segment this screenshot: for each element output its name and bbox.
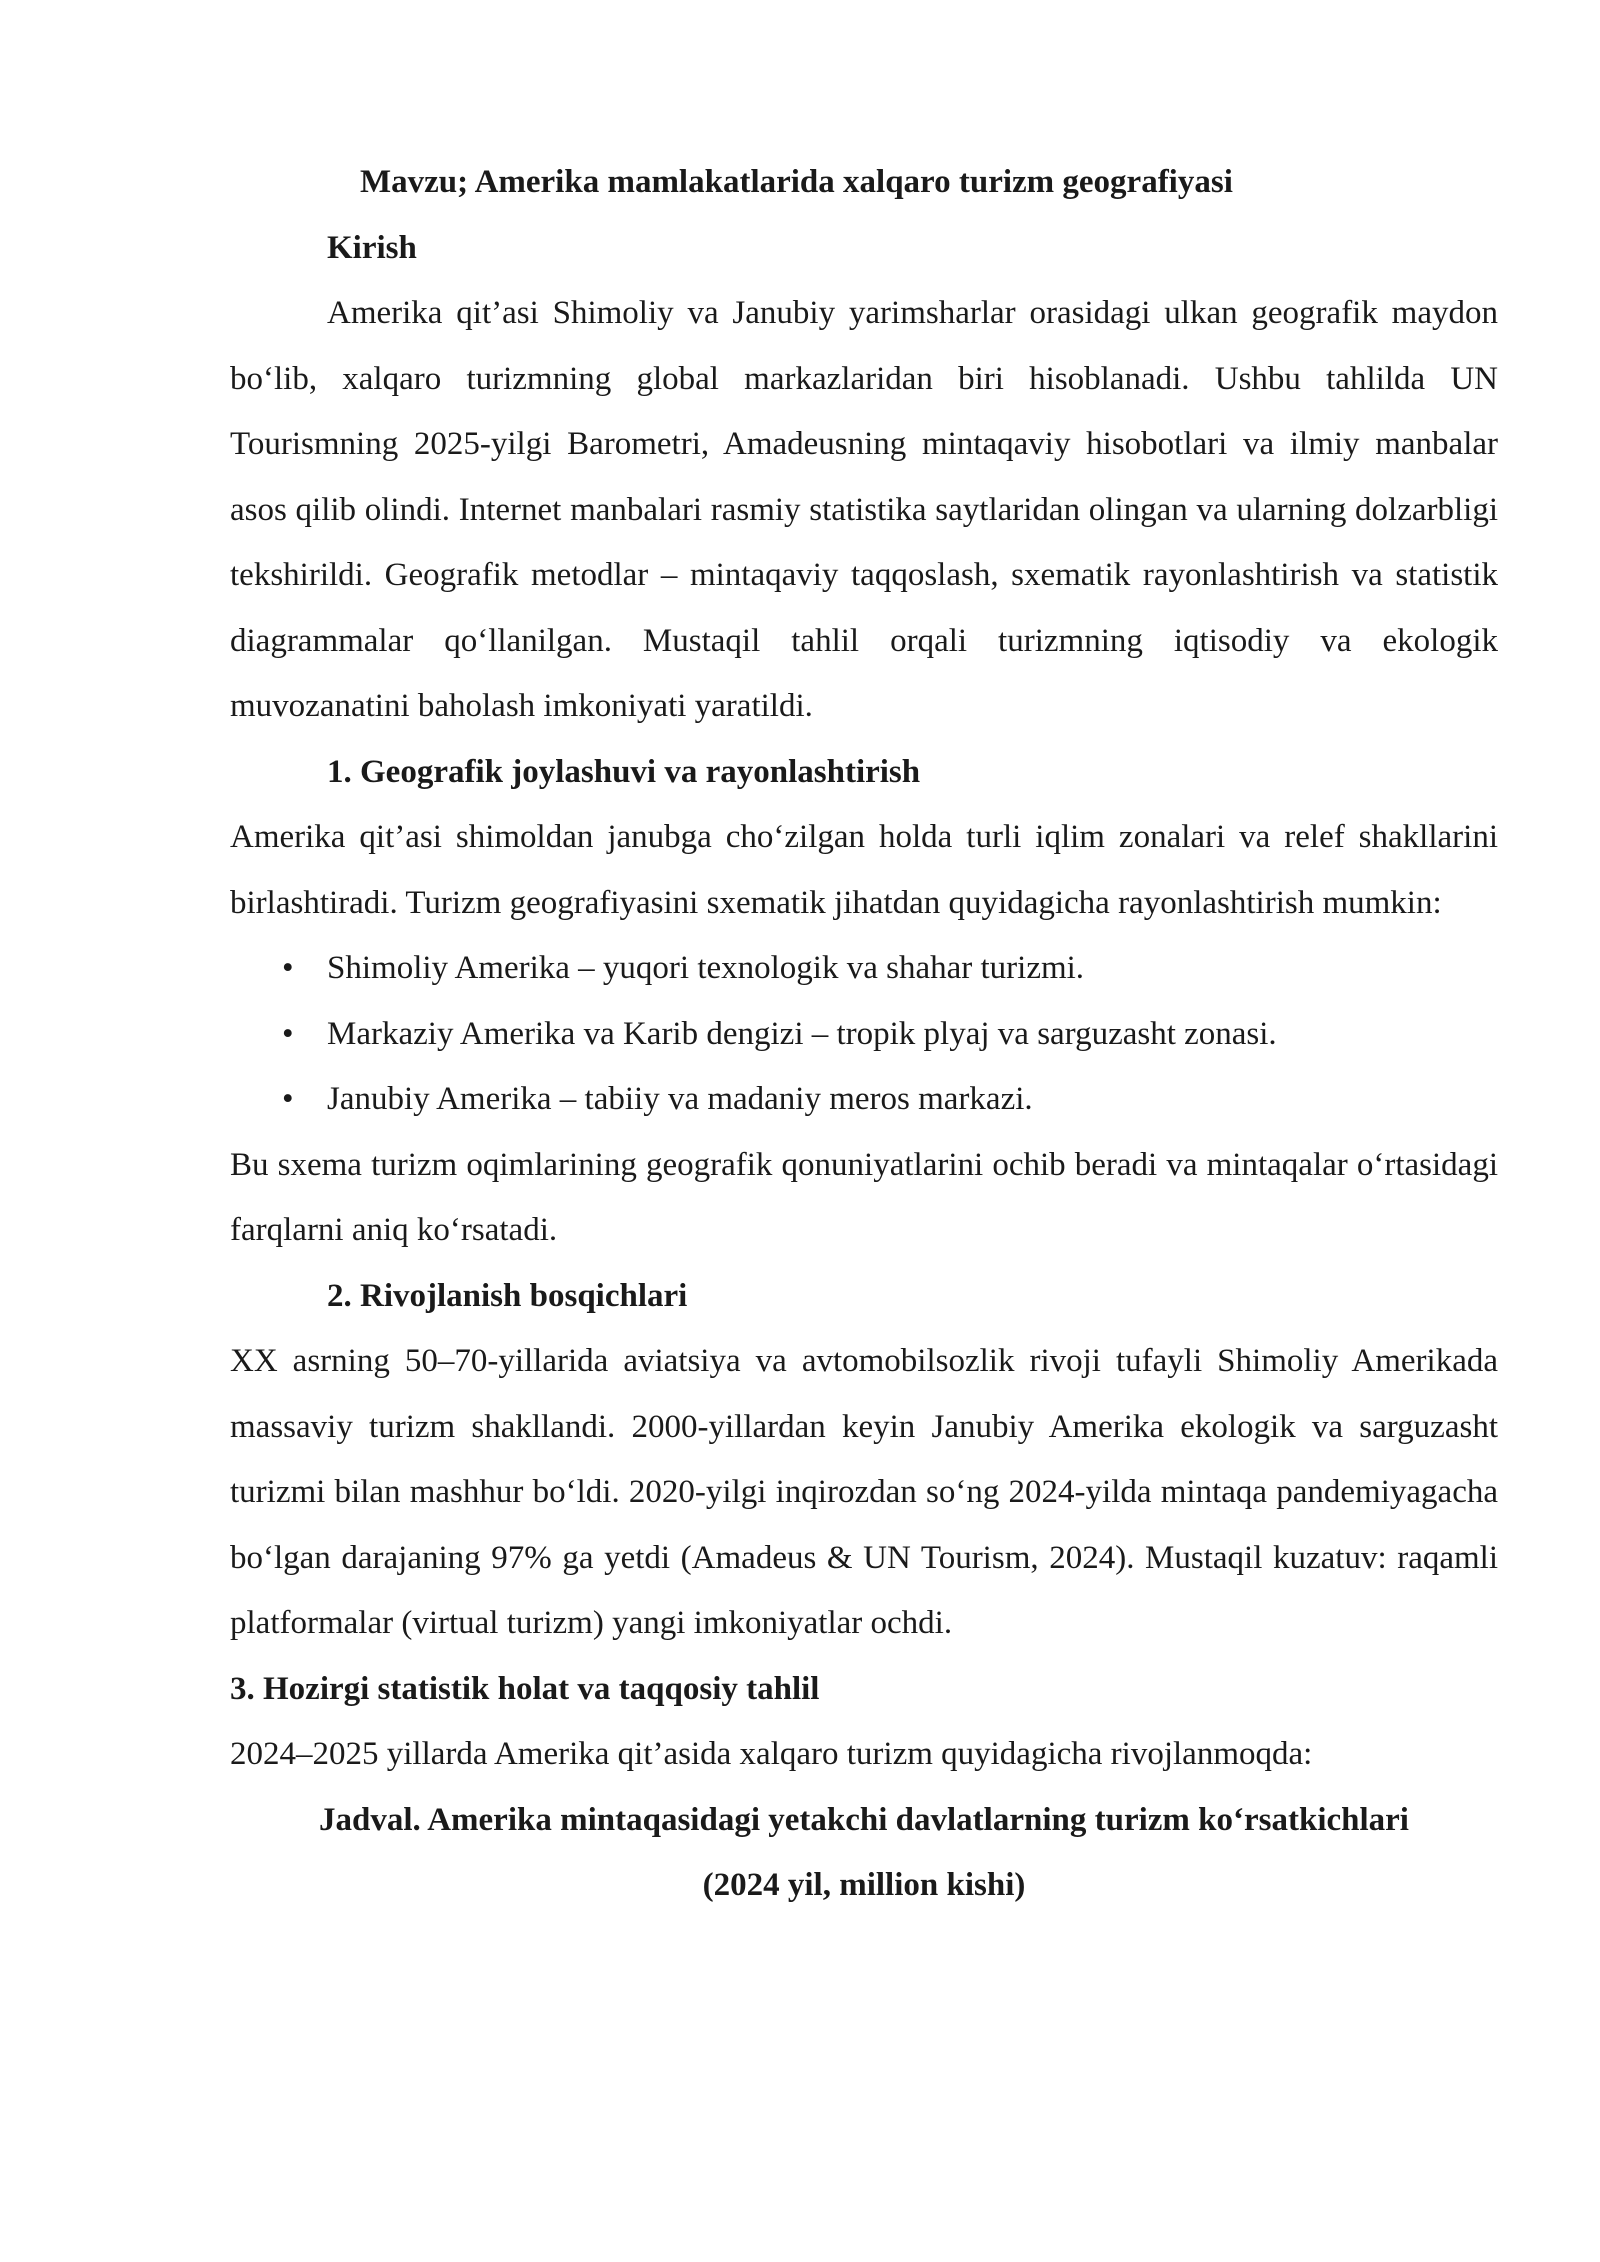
intro-heading: Kirish — [327, 229, 417, 266]
section1-paragraph: Amerika qit’asi shimoldan janubga cho‘zilgan holda turli iqlim zonalari va relef shakllarini birlashtiradi. Turizm geografiyasini sxematik jihatdan quyidagicha rayonlashtirish mumkin: — [230, 819, 1498, 921]
list-item — [230, 936, 1498, 1002]
list-item-text: Shimoliy Amerika – yuqori texnologik va shahar turizmi. — [327, 950, 1085, 986]
bullet-icon: • — [282, 1081, 294, 1117]
section1-closing: Bu sxema turizm oqimlarining geografik qonuniyatlarini ochib beradi va mintaqalar o‘rtasidagi farqlarni aniq ko‘rsatadi. — [230, 1146, 1498, 1248]
bullet-icon: • — [282, 1015, 294, 1052]
table-caption-units: (2024 yil, million kishi) — [702, 1867, 1026, 1903]
list-item — [230, 1067, 1498, 1133]
list-item-text: Markaziy Amerika va Karib dengizi – tropik plyaj va sarguzasht zonasi. — [327, 1015, 1277, 1052]
document-title: Mavzu; Amerika mamlakatlarida xalqaro turizm geografiyasi — [360, 164, 1233, 200]
section1-heading: 1. Geografik joylashuvi va rayonlashtirish — [327, 753, 921, 790]
document-page — [230, 150, 1498, 1919]
region-list — [230, 936, 1498, 1133]
section2-paragraph: XX asrning 50–70-yillarida aviatsiya va avtomobilsozlik rivoji tufayli Shimoliy Amerikada massaviy turizm shakllandi. 2000-yillardan keyin Janubiy Amerika ekologik va sarguzasht turizmi bilan mashhur bo‘ldi. 2020-yilgi inqirozdan so‘ng 2024-yilda mintaqa pandemiyagacha bo‘lgan darajaning 97% ga yetdi (Amadeus & UN Tourism, 2024). Mustaqil kuzatuv: raqamli platformalar (virtual turizm) yangi imkoniyatlar ochdi. — [230, 1343, 1498, 1641]
section3-heading: 3. Hozirgi statistik holat va taqqosiy tahlil — [230, 1670, 820, 1707]
intro-paragraph: Amerika qit’asi Shimoliy va Janubiy yarimsharlar orasidagi ulkan geografik maydon bo‘lib, xalqaro turizmning global markazlaridan biri hisoblanadi. Ushbu tahlilda UN Tourismning 2025-yilgi Barometri, Amadeusning mintaqaviy hisobotlari va ilmiy manbalar asos qilib olindi. Internet manbalari rasmiy statistika saytlaridan olingan va ularning dolzarbligi tekshirildi. Geografik metodlar – mintaqaviy taqqoslash, sxematik rayonlashtirish va statistik diagrammalar qo‘llanilgan. Mustaqil tahlil orqali turizmning iqtisodiy va ekologik muvozanatini baholash imkoniyati yaratildi. — [230, 295, 1498, 724]
table-caption: Jadval. Amerika mintaqasidagi yetakchi davlatlarning turizm ko‘rsatkichlari — [319, 1801, 1409, 1838]
list-item-text: Janubiy Amerika – tabiiy va madaniy meros markazi. — [327, 1081, 1033, 1117]
bullet-icon: • — [282, 950, 294, 986]
section3-paragraph: 2024–2025 yillarda Amerika qit’asida xalqaro turizm quyidagicha rivojlanmoqda: — [230, 1736, 1313, 1772]
section2-heading: 2. Rivojlanish bosqichlari — [327, 1277, 688, 1314]
list-item — [230, 1002, 1498, 1068]
